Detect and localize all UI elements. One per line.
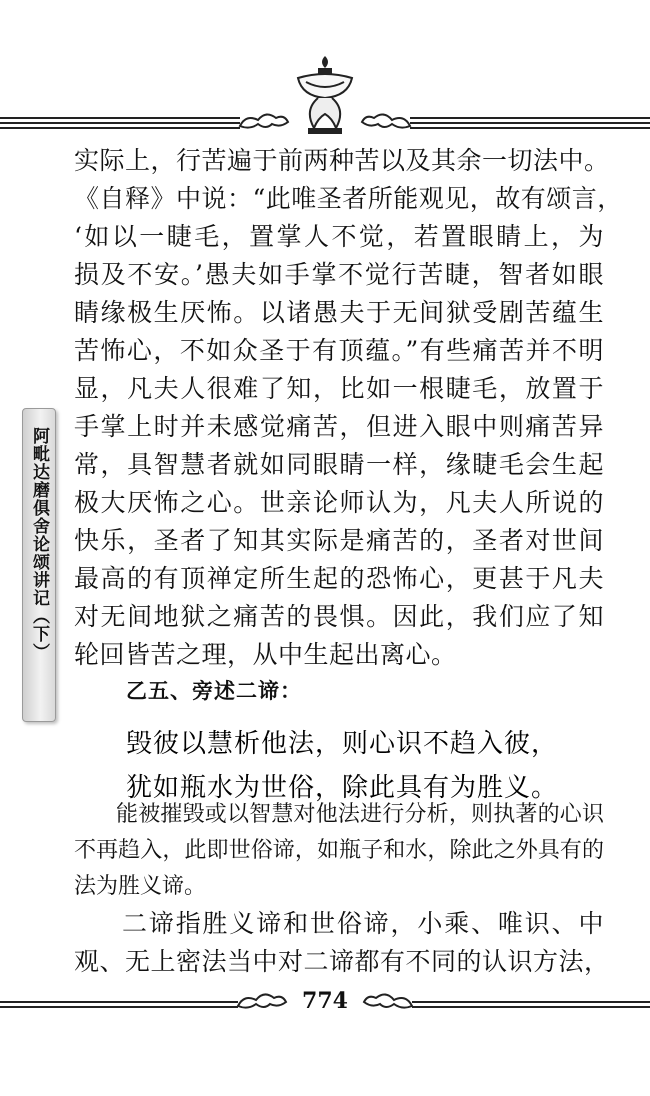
text-line: 极大厌怖之心。世亲论师认为，凡夫人所说的 [74,488,604,517]
book-title-tab [22,408,56,722]
verse-commentary [74,797,604,905]
text-line: ‘如以一睫毛，置掌人不觉，若置眼睛上，为 [74,222,604,251]
text-line: 对无间地狱之痛苦的畏惧。因此，我们应了知 [74,602,604,631]
text-line: 损及不安。’愚夫如手掌不觉行苦睫，智者如眼 [74,260,604,289]
text-line: 《自释》中说：“此唯圣者所能观见，故有颂言， [74,184,623,213]
dharma-emblem-icon [288,52,362,136]
verse-line: 毁彼以慧析他法，则心识不趋入彼， [126,729,559,759]
book-title-text: 阿毗达磨俱舍论颂讲记（下） [29,427,49,661]
text-line: 苦怖心，不如众圣于有顶蕴。”有些痛苦并不明 [74,336,604,365]
commentary-line: 能被摧毁或以智慧对他法进行分析，则执著的心识 [116,802,604,827]
page-number: 774 [302,988,348,1014]
commentary-line: 不再趋入，此即世俗谛，如瓶子和水，除此之外具有的 [74,838,604,863]
text-line: 常，具智慧者就如同眼睛一样，缘睫毛会生起 [74,450,604,479]
commentary-line: 法为胜义谛。 [74,874,207,899]
text-line: 显，凡夫人很难了知，比如一根睫毛，放置于 [74,374,604,403]
text-line: 最高的有顶禅定所生起的恐怖心，更甚于凡夫 [74,564,604,593]
section-heading: 乙五、旁述二谛： [126,679,302,703]
main-paragraph [74,142,623,674]
verse-line: 犹如瓶水为世俗，除此具有为胜义。 [126,773,559,803]
text-line: 睛缘极生厌怖。以诸愚夫于无间狱受剧苦蕴生 [74,298,604,327]
text-line: 实际上，行苦遍于前两种苦以及其余一切法中。 [74,146,610,175]
text-line: 二谛指胜义谛和世俗谛，小乘、唯识、中 [122,909,604,938]
second-paragraph [74,905,610,981]
text-line: 观、无上密法当中对二谛都有不同的认识方法， [74,947,610,976]
text-line: 轮回皆苦之理，从中生起出离心。 [74,640,457,669]
text-line: 手掌上时并未感觉痛苦，但进入眼中则痛苦异 [74,412,604,441]
text-line: 快乐，圣者了知其实际是痛苦的，圣者对世间 [74,526,604,555]
